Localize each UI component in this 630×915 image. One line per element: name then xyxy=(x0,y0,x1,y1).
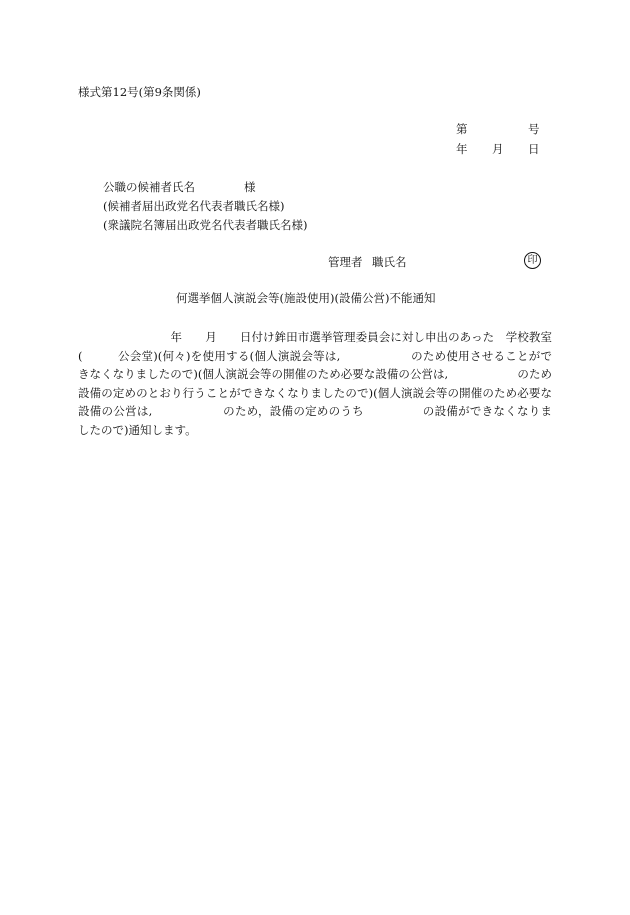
addressee-candidate-name: 公職の候補者氏名 xyxy=(103,180,195,194)
document-title: 何選挙個人演説会等(施設使用)(設備公営)不能通知 xyxy=(176,291,436,305)
addressee-line-candidate xyxy=(103,180,256,194)
date-month-label: 月 xyxy=(492,142,504,156)
sender-name: 職氏名 xyxy=(372,255,407,269)
addressee-line-party: (候補者届出政党名代表者職氏名様) xyxy=(103,199,285,213)
document-number-suffix: 号 xyxy=(528,122,540,136)
addressee-line-list-party: (衆議院名簿届出政党名代表者職氏名様) xyxy=(103,218,308,232)
document-number-label: 第 xyxy=(456,122,468,136)
notice-body-segment: のため設備の定めのとおり行うことができなくなりましたので)(個人演説会等の開催のため必要な設備の公営は, xyxy=(78,367,553,418)
notice-body xyxy=(78,328,552,439)
notice-body-segment: の設備ができなくなりましたので)通知します。 xyxy=(78,404,553,437)
seal-mark: 印 xyxy=(524,252,541,269)
date-day-label: 日 xyxy=(528,142,540,156)
notice-body-segment: 年 月 日付け鉾田市選挙管理委員会に対し申出のあった 学校教室( 公会堂)(何々)を使用する(個人演説会等は, xyxy=(78,330,552,363)
form-number: 様式第12号(第9条関係) xyxy=(78,85,201,99)
addressee-honorific: 様 xyxy=(244,180,256,194)
notice-body-segment: のため使用させることができなくなりましたので)(個人演説会等の開催のため必要な設備の公営は, xyxy=(78,348,553,381)
sender-label: 管理者 xyxy=(328,255,363,269)
notice-body-segment: のため，設備の定めのうち xyxy=(152,404,364,418)
date-year-label: 年 xyxy=(456,142,468,156)
